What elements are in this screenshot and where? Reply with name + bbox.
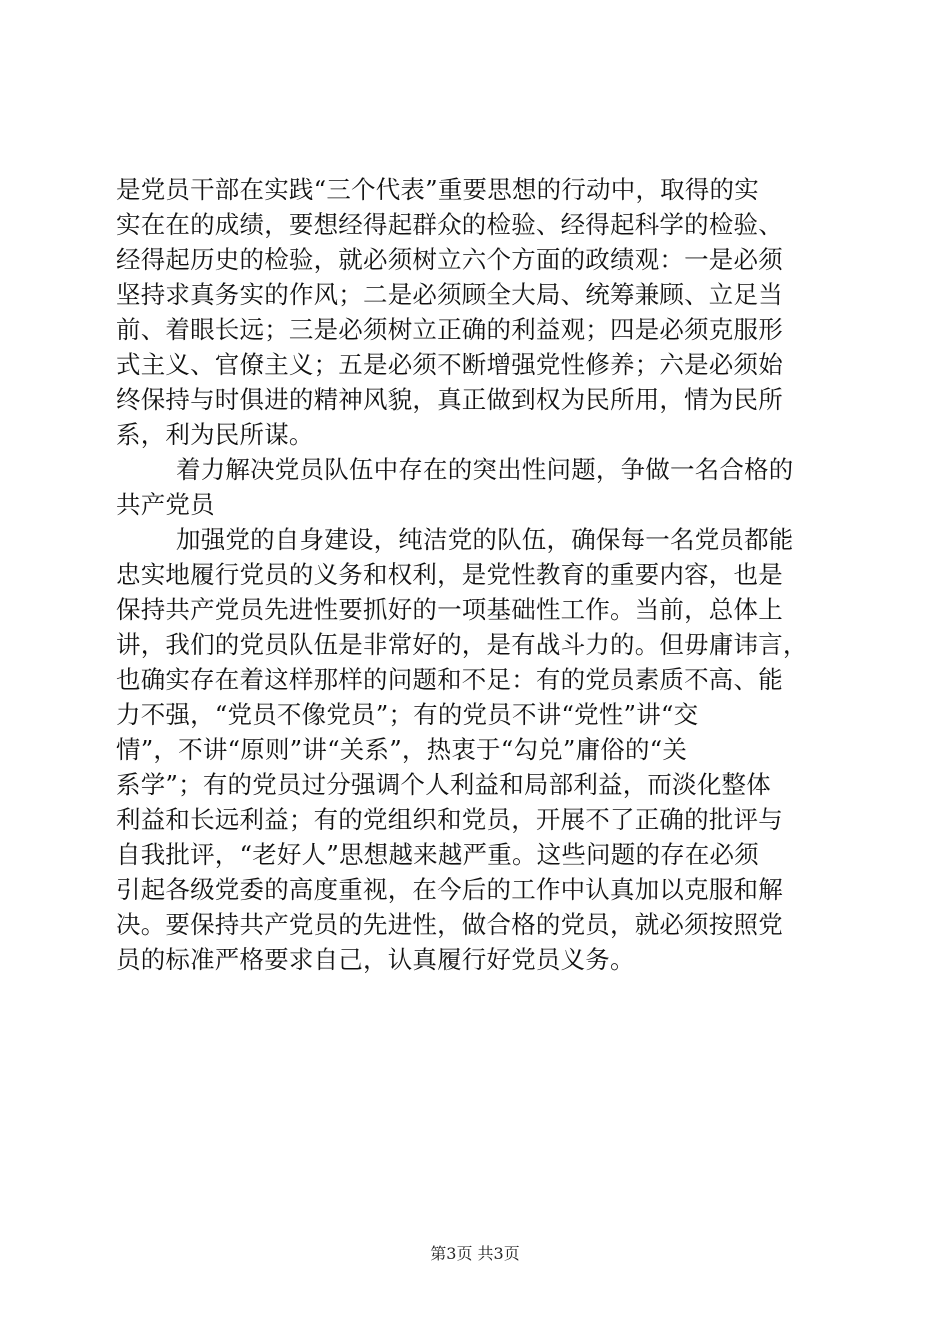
text-line: 忠实地履行党员的义务和权利，是党性教育的重要内容，也是 (116, 560, 783, 589)
text-line: 讲，我们的党员队伍是非常好的，是有战斗力的。但毋庸讳言， (116, 630, 808, 659)
text-line: 保持共产党员先进性要抓好的一项基础性工作。当前，总体上 (116, 595, 783, 624)
text-line: 力不强，“党员不像党员”；有的党员不讲“党性”讲“交 (116, 700, 699, 729)
text-line: 决。要保持共产党员的先进性，做合格的党员，就必须按照党 (116, 910, 783, 939)
text-line: 引起各级党委的高度重视，在今后的工作中认真加以克服和解 (116, 875, 783, 904)
document-body (116, 172, 838, 977)
text-line: 系学”；有的党员过分强调个人利益和局部利益，而淡化整体 (116, 770, 771, 799)
text-line: 是党员干部在实践“三个代表”重要思想的行动中，取得的实 (116, 175, 759, 204)
page-number-footer: 第3页 共3页 (430, 1244, 520, 1263)
text-line: 坚持求真务实的作风；二是必须顾全大局、统筹兼顾、立足当 (116, 280, 783, 309)
text-line: 式主义、官僚主义；五是必须不断增强党性修养；六是必须始 (116, 350, 783, 379)
section-heading-line: 着力解决党员队伍中存在的突出性问题，争做一名合格的 (176, 455, 794, 484)
text-line: 自我批评，“老好人”思想越来越严重。这些问题的存在必须 (116, 840, 759, 869)
text-line: 也确实存在着这样那样的问题和不足：有的党员素质不高、能 (116, 665, 783, 694)
paragraph-first-line: 加强党的自身建设，纯洁党的队伍，确保每一名党员都能 (176, 525, 794, 554)
text-line: 利益和长远利益；有的党组织和党员，开展不了正确的批评与 (116, 805, 783, 834)
text-line: 情”，不讲“原则”讲“关系”，热衷于“勾兑”庸俗的“关 (116, 735, 688, 764)
text-line: 终保持与时俱进的精神风貌，真正做到权为民所用，情为民所 (116, 385, 783, 414)
text-line: 前、着眼长远；三是必须树立正确的利益观；四是必须克服形 (116, 315, 783, 344)
text-line: 员的标准严格要求自己，认真履行好党员义务。 (116, 945, 635, 974)
text-line: 实在在的成绩，要想经得起群众的检验、经得起科学的检验、 (116, 210, 783, 239)
section-heading-line: 共产党员 (116, 490, 215, 519)
text-line: 经得起历史的检验，就必须树立六个方面的政绩观：一是必须 (116, 245, 783, 274)
text-line: 系，利为民所谋。 (116, 420, 314, 449)
